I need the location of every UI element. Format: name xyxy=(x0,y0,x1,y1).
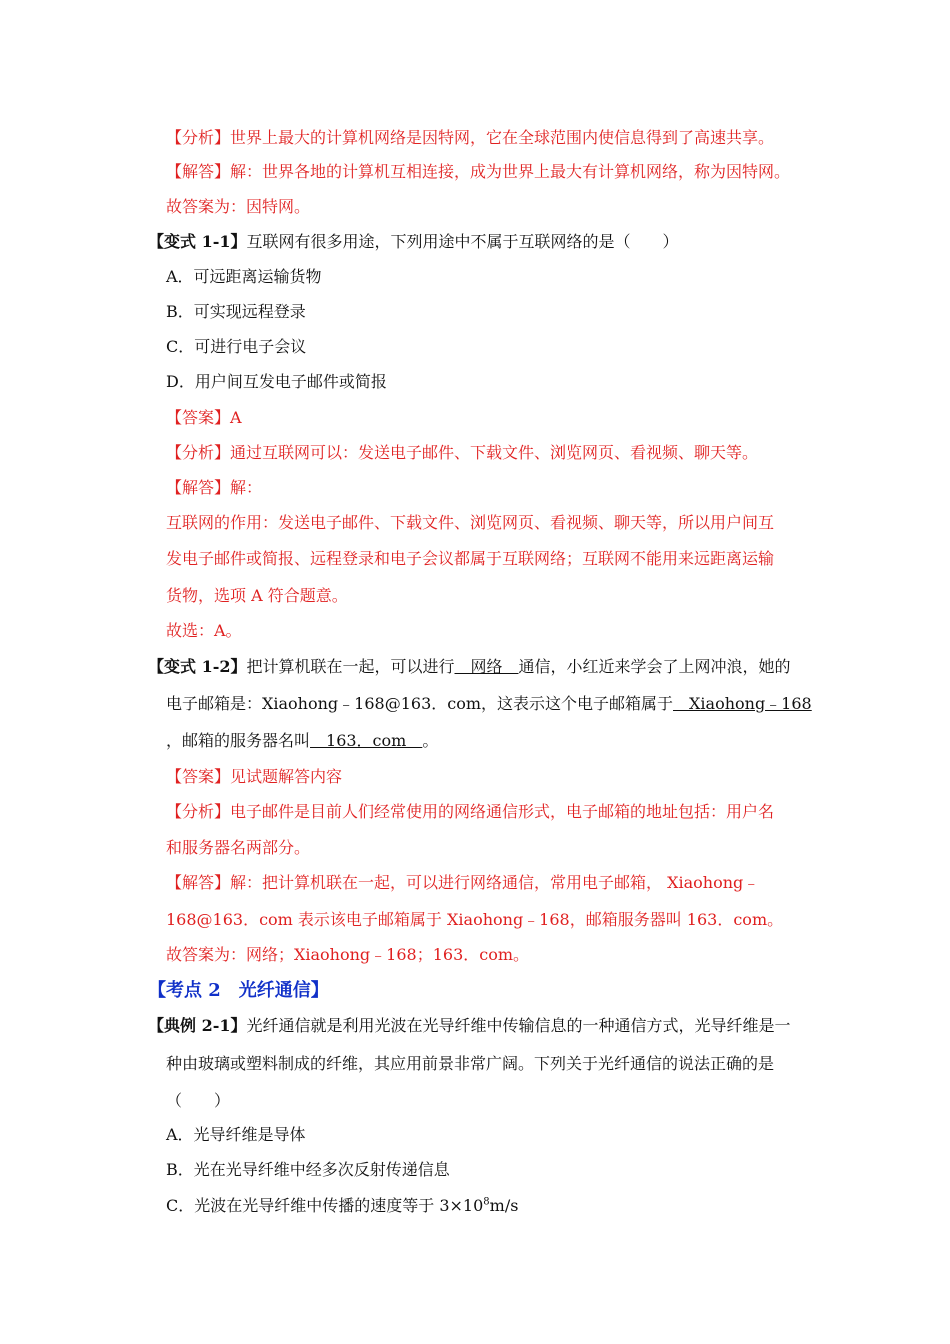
analysis-line xyxy=(166,801,774,823)
solution-line xyxy=(166,872,759,894)
question-text: （ ） xyxy=(166,1091,231,1110)
option-a: A．可远距离运输货物 xyxy=(166,267,322,286)
analysis-tag: 【分析】 xyxy=(166,802,231,821)
analysis-text: 通过互联网可以：发送电子邮件、下载文件、浏览网页、看视频、聊天等。 xyxy=(230,443,759,462)
solution-text: 解：把计算机联在一起，可以进行网络通信，常用电子邮箱， Xiaohong﹣ xyxy=(230,873,760,892)
option-a: A．光导纤维是导体 xyxy=(166,1125,306,1144)
answer-text: A xyxy=(230,408,242,427)
solution-text: 解：世界各地的计算机互相连接，成为世界上最大有计算机网络，称为因特网。 xyxy=(230,162,791,181)
question-tag: 【典例 2-1】 xyxy=(148,1016,247,1035)
option-c: C．可进行电子会议 xyxy=(166,337,307,356)
question-text: 光纤通信就是利用光波在光导纤维中传输信息的一种通信方式，光导纤维是一 xyxy=(246,1016,791,1035)
option-b: B．光在光导纤维中经多次反射传递信息 xyxy=(166,1160,450,1179)
analysis-line xyxy=(166,442,758,464)
analysis-tag: 【分析】 xyxy=(166,128,231,147)
solution-tag: 【解答】 xyxy=(166,478,231,497)
fill-blank-1: 网络 xyxy=(454,657,519,676)
question-text: 互联网有很多用途，下列用途中不属于互联网络的是（ ） xyxy=(246,232,679,251)
analysis-text: 电子邮件是目前人们经常使用的网络通信形式，电子邮箱的地址包括：用户名 xyxy=(230,802,775,821)
option-c-text: C．光波在光导纤维中传播的速度等于 3×10 xyxy=(166,1196,484,1215)
question-v12-line1 xyxy=(148,656,791,678)
fill-blank-2: Xiaohong﹣168 xyxy=(673,694,812,713)
question-v11 xyxy=(148,231,679,253)
solution-tag: 【解答】 xyxy=(166,162,231,181)
option-b: B．可实现远程登录 xyxy=(166,302,306,321)
solution-text: 互联网的作用：发送电子邮件、下载文件、浏览网页、看视频、聊天等，所以用户间互 xyxy=(166,513,775,532)
solution-head: 解： xyxy=(230,478,263,497)
section-heading: 【考点 2 光纤通信】 xyxy=(148,980,329,1001)
analysis-line xyxy=(166,127,774,149)
question-text: ，邮箱的服务器名叫 xyxy=(166,731,311,750)
exponent: 8 xyxy=(483,1196,490,1208)
question-v12-line2 xyxy=(166,693,812,715)
question-tag: 【变式 1-2】 xyxy=(148,657,247,676)
answer-text: 见试题解答内容 xyxy=(230,767,343,786)
solution-line xyxy=(166,161,790,183)
answer-tag: 【答案】 xyxy=(166,767,231,786)
analysis-tag: 【分析】 xyxy=(166,443,231,462)
answer-tag: 【答案】 xyxy=(166,408,231,427)
solution-text: 168@163．com 表示该电子邮箱属于 Xiaohong﹣168，邮箱服务器叫 163．com。 xyxy=(166,910,784,929)
final-answer: 故选：A。 xyxy=(166,621,242,640)
fill-blank-3: 163．com xyxy=(310,731,423,750)
solution-text: 货物，选项 A 符合题意。 xyxy=(166,586,348,605)
question-text: 通信，小红近来学会了上网冲浪，她的 xyxy=(518,657,791,676)
answer-line xyxy=(166,766,342,788)
solution-line xyxy=(166,477,262,499)
question-v12-line3 xyxy=(166,730,438,752)
question-text: 种由玻璃或塑料制成的纤维，其应用前景非常广阔。下列关于光纤通信的说法正确的是 xyxy=(166,1054,775,1073)
analysis-text: 世界上最大的计算机网络是因特网，它在全球范围内使信息得到了高速共享。 xyxy=(230,128,775,147)
question-text: 电子邮箱是：Xiaohong﹣168@163．com，这表示这个电子邮箱属于 xyxy=(166,694,674,713)
option-c xyxy=(166,1195,518,1217)
final-answer: 故答案为：网络；Xiaohong﹣168；163．com。 xyxy=(166,945,530,964)
analysis-text: 和服务器名两部分。 xyxy=(166,838,311,857)
question-text: 。 xyxy=(422,731,439,750)
option-d: D．用户间互发电子邮件或简报 xyxy=(166,372,387,391)
final-answer: 故答案为：因特网。 xyxy=(166,197,311,216)
solution-tag: 【解答】 xyxy=(166,873,231,892)
question-text: 把计算机联在一起，可以进行 xyxy=(246,657,455,676)
solution-text: 发电子邮件或简报、远程登录和电子会议都属于互联网络；互联网不能用来远距离运输 xyxy=(166,549,775,568)
question-tag: 【变式 1-1】 xyxy=(148,232,247,251)
question-ex21-line1 xyxy=(148,1015,791,1037)
answer-line xyxy=(166,407,242,429)
option-c-unit: m/s xyxy=(489,1196,519,1215)
